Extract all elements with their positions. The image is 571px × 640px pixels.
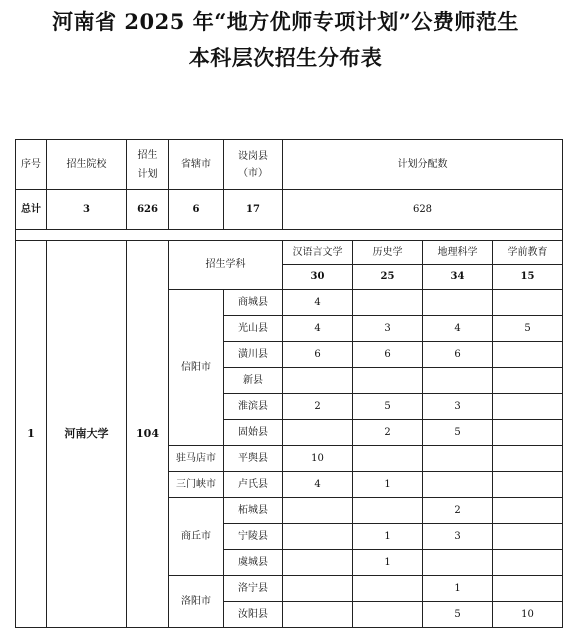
value-cell: [493, 550, 563, 576]
value-cell: [353, 446, 423, 472]
county-cell: 潢川县: [224, 342, 283, 368]
value-cell: 1: [353, 550, 423, 576]
value-cell: [423, 290, 493, 316]
value-cell: 5: [353, 394, 423, 420]
value-cell: [283, 498, 353, 524]
subject-count: 30: [283, 265, 353, 290]
subject-name: 汉语言文学: [283, 241, 353, 265]
total-cities: 6: [169, 190, 224, 230]
school-seq: 1: [16, 241, 47, 628]
value-cell: 4: [283, 472, 353, 498]
county-cell: 柘城县: [224, 498, 283, 524]
value-cell: [493, 498, 563, 524]
total-plan: 626: [127, 190, 169, 230]
allocation-table: [15, 139, 563, 628]
value-cell: 6: [353, 342, 423, 368]
total-allocation: 628: [283, 190, 563, 230]
total-counties: 17: [224, 190, 283, 230]
subject-count: 34: [423, 265, 493, 290]
value-cell: 4: [423, 316, 493, 342]
header-school: 招生院校: [47, 140, 127, 190]
value-cell: [283, 420, 353, 446]
value-cell: 2: [353, 420, 423, 446]
subject-name-row: [16, 241, 563, 265]
subject-count: 25: [353, 265, 423, 290]
county-cell: 固始县: [224, 420, 283, 446]
value-cell: [493, 472, 563, 498]
city-shangqiu: 商丘市: [169, 498, 224, 576]
county-cell: 卢氏县: [224, 472, 283, 498]
document-title-line1: 河南省 2025 年“地方优师专项计划”公费师范生: [52, 9, 519, 34]
header-seq: 序号: [16, 140, 47, 190]
value-cell: [493, 576, 563, 602]
value-cell: 3: [423, 524, 493, 550]
header-allocation: 计划分配数: [283, 140, 563, 190]
value-cell: [283, 576, 353, 602]
city-sanmenxia: 三门峡市: [169, 472, 224, 498]
value-cell: [423, 550, 493, 576]
county-cell: 淮滨县: [224, 394, 283, 420]
value-cell: 3: [353, 316, 423, 342]
county-cell: 新县: [224, 368, 283, 394]
value-cell: [493, 420, 563, 446]
subject-name: 地理科学: [423, 241, 493, 265]
value-cell: 2: [423, 498, 493, 524]
city-zhumadian: 驻马店市: [169, 446, 224, 472]
county-cell: 光山县: [224, 316, 283, 342]
separator-row: [16, 230, 563, 241]
city-xinyang: 信阳市: [169, 290, 224, 446]
county-cell: 商城县: [224, 290, 283, 316]
value-cell: [423, 472, 493, 498]
county-cell: 虞城县: [224, 550, 283, 576]
header-county: 设岗县（市）: [238, 150, 268, 179]
value-cell: 6: [283, 342, 353, 368]
value-cell: [423, 446, 493, 472]
county-cell: 平舆县: [224, 446, 283, 472]
header-plan: 招生计划: [137, 149, 158, 180]
value-cell: [283, 550, 353, 576]
value-cell: 1: [353, 524, 423, 550]
total-label: 总计: [16, 190, 47, 230]
value-cell: [283, 524, 353, 550]
value-cell: [353, 602, 423, 628]
school-name: 河南大学: [47, 241, 127, 628]
value-cell: [283, 368, 353, 394]
value-cell: 6: [423, 342, 493, 368]
total-row: [16, 190, 563, 230]
value-cell: [493, 368, 563, 394]
header-city: 省辖市: [169, 140, 224, 190]
value-cell: [353, 290, 423, 316]
value-cell: 4: [283, 290, 353, 316]
subject-header: 招生学科: [169, 241, 283, 290]
value-cell: [493, 394, 563, 420]
subject-name: 历史学: [353, 241, 423, 265]
value-cell: [493, 342, 563, 368]
value-cell: [423, 368, 493, 394]
total-schools: 3: [47, 190, 127, 230]
value-cell: 10: [283, 446, 353, 472]
value-cell: 2: [283, 394, 353, 420]
subject-count: 15: [493, 265, 563, 290]
county-cell: 宁陵县: [224, 524, 283, 550]
value-cell: 1: [353, 472, 423, 498]
value-cell: [353, 498, 423, 524]
value-cell: 5: [493, 316, 563, 342]
value-cell: [353, 368, 423, 394]
value-cell: [353, 576, 423, 602]
value-cell: 10: [493, 602, 563, 628]
value-cell: 5: [423, 602, 493, 628]
value-cell: [493, 524, 563, 550]
value-cell: 5: [423, 420, 493, 446]
value-cell: 3: [423, 394, 493, 420]
document-title-line2: 本科层次招生分布表: [188, 45, 383, 70]
header-row: [16, 140, 563, 190]
school-plan: 104: [127, 241, 169, 628]
value-cell: 4: [283, 316, 353, 342]
value-cell: 1: [423, 576, 493, 602]
value-cell: [283, 602, 353, 628]
subject-name: 学前教育: [493, 241, 563, 265]
value-cell: [493, 446, 563, 472]
county-cell: 汝阳县: [224, 602, 283, 628]
value-cell: [493, 290, 563, 316]
city-luoyang: 洛阳市: [169, 576, 224, 628]
county-cell: 洛宁县: [224, 576, 283, 602]
